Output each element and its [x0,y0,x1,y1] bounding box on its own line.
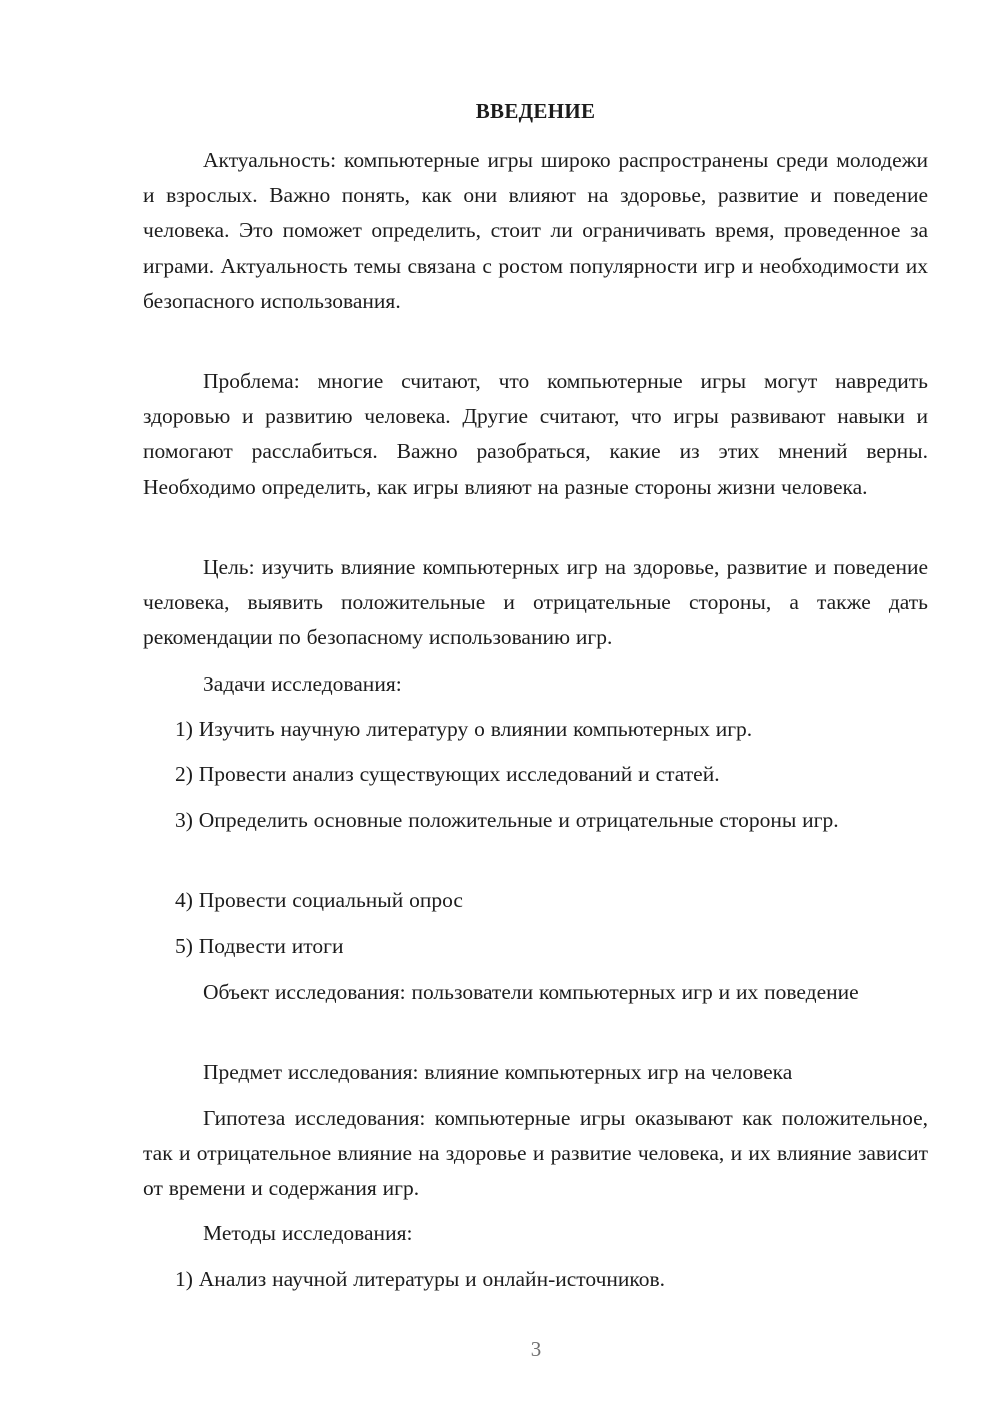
page-number: 3 [530,1337,542,1361]
object-paragraph: Объект исследования: пользователи компьютерных игр и их поведение [203,980,859,1004]
problem-paragraph: Проблема: многие считают, что компьютерные игры могут навредить здоровью и развитию человека. Другие считают, что игры развивают навыки и помогают расслабиться. Важно разобраться, какие из этих мнений верны. Необходимо определить, как игры влияют на разные стороны жизни человека. [143,369,928,499]
hypothesis-paragraph: Гипотеза исследования: компьютерные игры оказывают как положительное, так и отрицательное влияние на здоровье и развитие человека, и их влияние зависит от времени и содержания игр. [143,1106,928,1201]
tasks-heading: Задачи исследования: [203,672,402,696]
methods-heading: Методы исследования: [203,1221,413,1245]
method-item-1: 1) Анализ научной литературы и онлайн-источников. [175,1267,666,1291]
subject-paragraph: Предмет исследования: влияние компьютерных игр на человека [203,1060,793,1084]
task-item-4: 4) Провести социальный опрос [175,888,463,912]
page-title: ВВЕДЕНИЕ [475,99,596,123]
task-item-2: 2) Провести анализ существующих исследований и статей. [175,762,720,786]
task-item-3: 3) Определить основные положительные и отрицательные стороны игр. [175,808,839,832]
task-item-1: 1) Изучить научную литературу о влиянии компьютерных игр. [175,717,753,741]
task-item-5: 5) Подвести итоги [175,934,344,958]
relevance-paragraph: Актуальность: компьютерные игры широко распространены среди молодежи и взрослых. Важно понять, как они влияют на здоровье, развитие и поведение человека. Это поможет определить, стоит ли ограничивать время, проведенное за играми. Актуальность темы связана с ростом популярности игр и необходимости их безопасного использования. [143,148,928,313]
goal-paragraph: Цель: изучить влияние компьютерных игр на здоровье, развитие и поведение человека, выявить положительные и отрицательные стороны, а также дать рекомендации по безопасному использованию игр. [143,555,928,650]
